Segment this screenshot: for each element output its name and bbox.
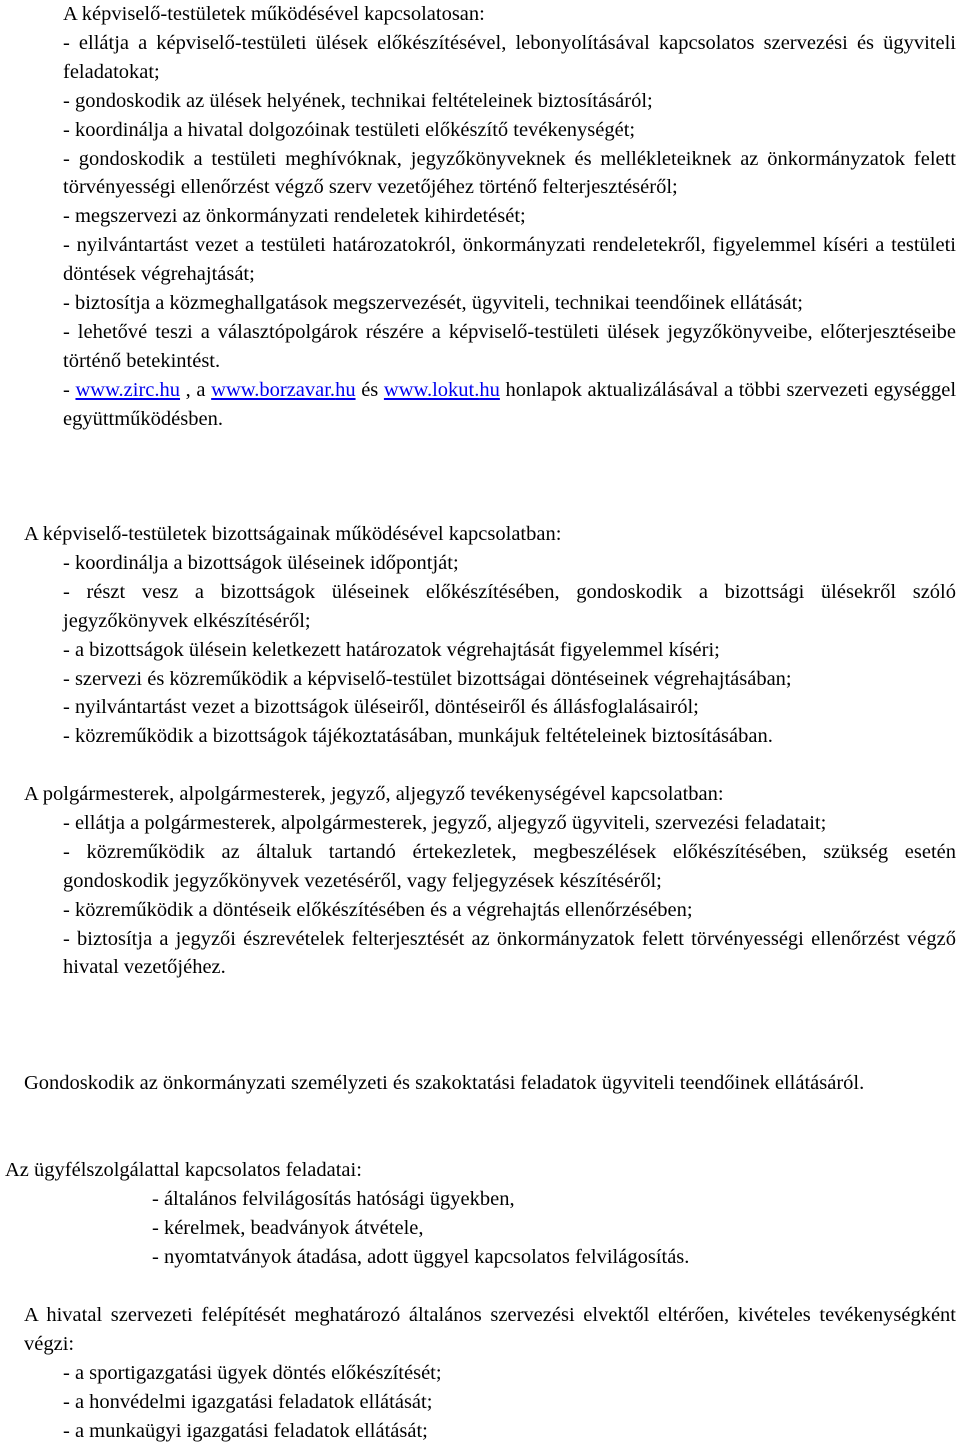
list-item: - közreműködik a bizottságok tájékoztatásában, munkájuk feltételeinek biztosításában. [63,725,773,748]
list-item: - ellátja a polgármesterek, alpolgármesterek, jegyző, aljegyző ügyviteli, szervezési feladatait; [63,811,827,834]
link-zirc[interactable]: www.zirc.hu [75,378,181,401]
list-item: - megszervezi az önkormányzati rendeletek kihirdetését; [63,205,526,228]
list-item: - biztosítja a közmeghallgatások megszervezését, ügyviteli, technikai teendőinek ellátását; [63,292,804,315]
section-polgarmesterek [0,780,960,982]
link-borzavar[interactable]: www.borzavar.hu [211,378,356,401]
paragraph: A hivatal szervezeti felépítését meghatározó általános szervezési elvektől eltérően, kivételes tevékenységként végzi: [24,1304,956,1355]
list-item: - a bizottságok ülésein keletkezett határozatok végrehajtását figyelemmel kíséri; [63,638,720,661]
list-item: - a munkaügyi igazgatási feladatok ellátását; [63,1419,428,1442]
list-item: - általános felvilágosítás hatósági ügyekben, [152,1187,515,1210]
section-heading: Az ügyfélszolgálattal kapcsolatos feladatai: [5,1159,362,1181]
list-item: - nyilvántartást vezet a testületi határozatokról, önkormányzati rendeletekről, figyelemmel kíséri a testületi döntések végrehajtását; [63,234,956,286]
section-heading: A képviselő-testületek működésével kapcsolatosan: [63,3,485,25]
list-item: - közreműködik az általuk tartandó értekezletek, megbeszélések előkészítésében, szükség esetén gondoskodik jegyzőkönyvek vezetéséről, vagy feljegyzések készítéséről; [63,840,956,892]
section-heading: A képviselő-testületek bizottságainak működésével kapcsolatban: [24,523,562,545]
section-szemelyzeti [0,1069,960,1098]
list-item: - közreműködik a döntéseik előkészítésében és a végrehajtás ellenőrzésében; [63,898,693,921]
list-item: - szervezi és közreműködik a képviselő-testület bizottságai döntéseinek végrehajtásában; [63,667,792,690]
section-testuletek [0,0,960,434]
paragraph: Gondoskodik az önkormányzati személyzeti és szakoktatási feladatok ügyviteli teendőinek ellátásáról. [24,1072,865,1094]
section-bizottsagok [0,520,960,751]
list-item: - gondoskodik a testületi meghívóknak, jegyzőkönyveknek és mellékleteiknek az önkormányzatok felett törvényességi ellenőrzést végző szerv vezetőjéhez történő felterjesztéséről; [63,147,956,199]
list-item: - lehetővé teszi a választópolgárok részére a képviselő-testületi ülések jegyzőkönyveibe, előterjesztéseibe történő betekintést. [63,320,956,372]
section-kiveteles [0,1301,960,1446]
list-item: - nyomtatványok átadása, adott üggyel kapcsolatos felvilágosítás. [152,1245,690,1268]
list-item: - biztosítja a jegyzői észrevételek felterjesztését az önkormányzatok felett törvényességi ellenőrzést végző hivatal vezetőjéhez. [63,927,956,979]
list-item: - ellátja a képviselő-testületi ülések előkészítésével, lebonyolításával kapcsolatos szervezési és ügyviteli feladatokat; [63,31,956,83]
list-item: - koordinálja a hivatal dolgozóinak testületi előkészítő tevékenységét; [63,118,636,141]
list-item-websites: - www.zirc.hu , a www.borzavar.hu és www.lokut.hu honlapok aktualizálásával a többi szervezeti egységgel együttműködésben. [63,378,957,430]
link-lokut[interactable]: www.lokut.hu [383,378,500,401]
list-item: - kérelmek, beadványok átvétele, [152,1216,424,1239]
list-item: - a sportigazgatási ügyek döntés előkészítését; [63,1361,442,1384]
list-item: - nyilvántartást vezet a bizottságok üléseiről, döntéseiről és állásfoglalásairól; [63,696,699,719]
list-item: - részt vesz a bizottságok üléseinek előkészítésében, gondoskodik a bizottsági ülésekről szóló jegyzőkönyvek elkészítéséről; [63,580,956,632]
list-item: - gondoskodik az ülések helyének, technikai feltételeinek biztosításáról; [63,89,653,112]
list-item: - a honvédelmi igazgatási feladatok ellátását; [63,1390,433,1413]
section-heading: A polgármesterek, alpolgármesterek, jegyző, aljegyző tevékenységével kapcsolatban: [24,783,724,805]
list-item: - koordinálja a bizottságok üléseinek időpontját; [63,551,459,574]
section-ugyfelszolgalat [0,1156,960,1272]
